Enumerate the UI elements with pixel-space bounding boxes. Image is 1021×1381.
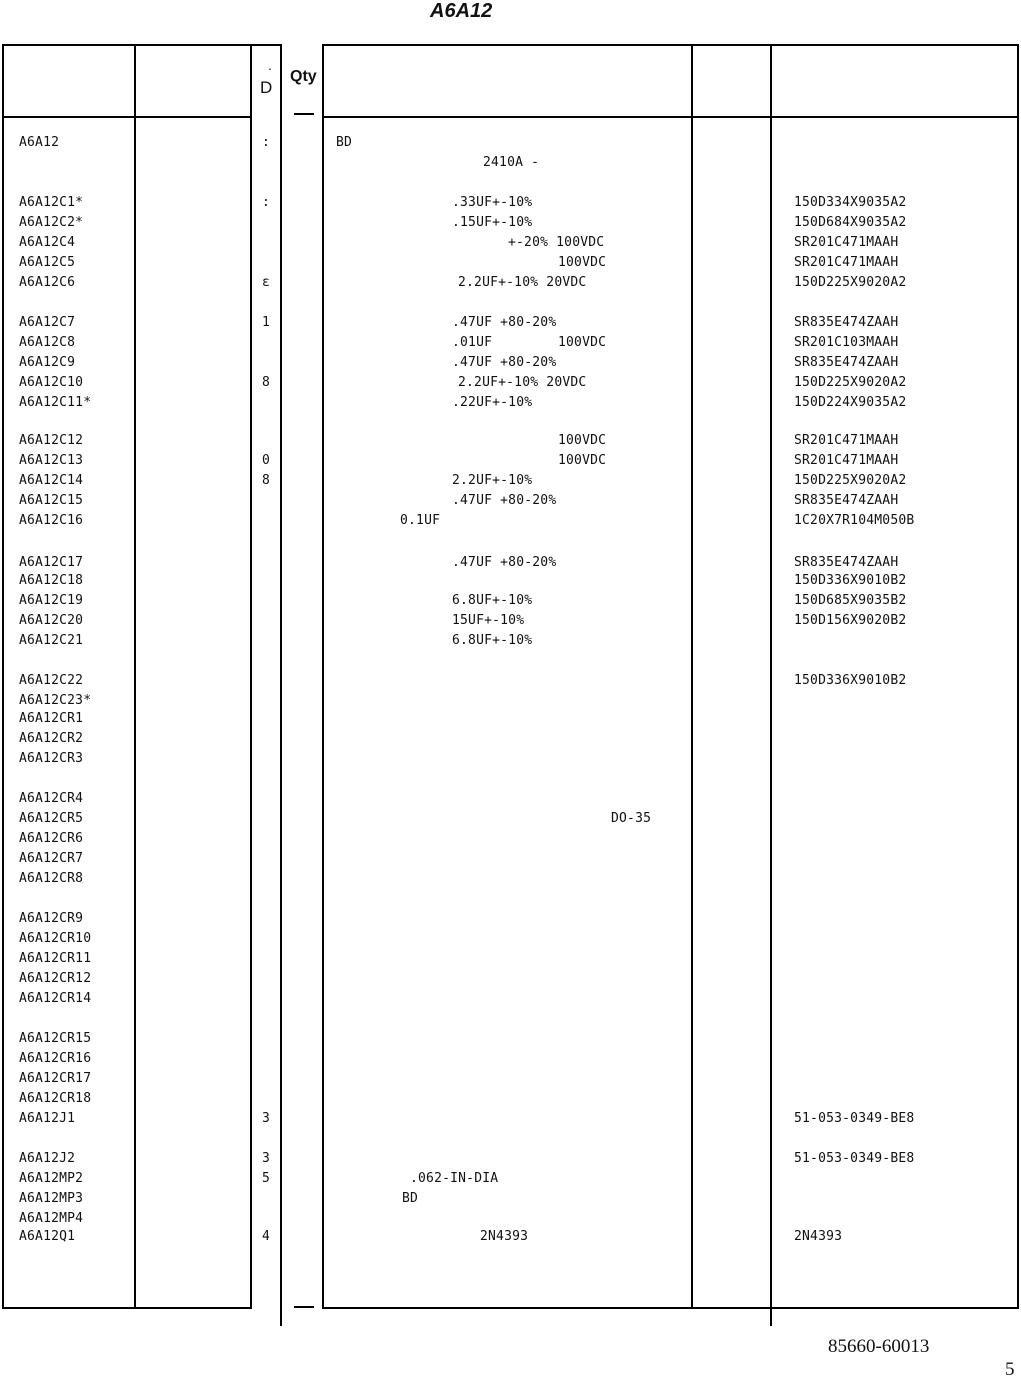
header-dot: . [267, 62, 274, 73]
mfr-part-number: SR201C471MAAH [794, 255, 899, 270]
description: .47UF +80-20% [452, 315, 557, 330]
reference-designator: A6A12C17 [19, 555, 84, 570]
mfr-part-number: 150D336X9010B2 [794, 673, 907, 688]
mfr-part-number: 150D225X9020A2 [794, 375, 907, 390]
page-title: A6A12 [430, 0, 493, 22]
reference-designator: A6A12C11* [19, 395, 92, 410]
mfr-part-number: 1C20X7R104M050B [794, 513, 915, 528]
reference-designator: A6A12J2 [19, 1151, 76, 1166]
header-bottom-border-right [323, 116, 1019, 118]
description: .47UF +80-20% [452, 493, 557, 508]
description: .47UF +80-20% [452, 355, 557, 370]
reference-designator: A6A12Q1 [19, 1229, 76, 1244]
check-digit: 5 [262, 1171, 271, 1186]
mfr-part-number: 150D225X9020A2 [794, 473, 907, 488]
mfr-part-number: SR201C103MAAH [794, 335, 899, 350]
reference-designator: A6A12C4 [19, 235, 76, 250]
description: 2.2UF+-10% 20VDC [458, 375, 587, 390]
description: 6.8UF+-10% [452, 633, 533, 648]
col-divider-2 [134, 44, 136, 1309]
reference-designator: A6A12MP3 [19, 1191, 84, 1206]
reference-designator: A6A12C9 [19, 355, 76, 370]
check-digit: 8 [262, 375, 271, 390]
mfr-part-number: 150D684X9035A2 [794, 215, 907, 230]
check-digit: 4 [262, 1229, 271, 1244]
reference-designator: A6A12C13 [19, 453, 84, 468]
description: 2410A - [483, 155, 540, 170]
reference-designator: A6A12C1* [19, 195, 84, 210]
reference-designator: A6A12C12 [19, 433, 84, 448]
reference-designator: A6A12C16 [19, 513, 84, 528]
header-bottom-border-left [2, 116, 252, 118]
reference-designator: A6A12J1 [19, 1111, 76, 1126]
col-divider-1 [2, 44, 4, 1309]
reference-designator: A6A12CR10 [19, 931, 92, 946]
description: .22UF+-10% [452, 395, 533, 410]
col-divider-4 [280, 44, 282, 1326]
reference-designator: A6A12CR7 [19, 851, 84, 866]
description: 2N4393 [480, 1229, 529, 1244]
description: .01UF [452, 335, 493, 350]
qty-header-tick [294, 113, 314, 115]
table-top-border-left [2, 44, 281, 46]
reference-designator: A6A12C23* [19, 693, 92, 708]
reference-designator: A6A12C5 [19, 255, 76, 270]
mfr-part-number: 150D224X9035A2 [794, 395, 907, 410]
reference-designator: A6A12CR6 [19, 831, 84, 846]
check-digit: 3 [262, 1151, 271, 1166]
description: +-20% 100VDC [508, 235, 605, 250]
col-divider-7 [770, 44, 772, 1326]
reference-designator: A6A12C7 [19, 315, 76, 330]
header-qty-label: Qty [290, 68, 317, 85]
table-bottom-border-left [2, 1307, 252, 1309]
table-bottom-border-right [323, 1307, 1019, 1309]
reference-designator: A6A12CR16 [19, 1051, 92, 1066]
mfr-part-number: 150D156X9020B2 [794, 613, 907, 628]
reference-designator: A6A12C19 [19, 593, 84, 608]
reference-designator: A6A12CR14 [19, 991, 92, 1006]
description: .33UF+-10% [452, 195, 533, 210]
reference-designator: A6A12MP2 [19, 1171, 84, 1186]
description: 100VDC [558, 433, 607, 448]
description: BD [402, 1191, 419, 1206]
mfr-part-number: SR835E474ZAAH [794, 555, 899, 570]
mfr-part-number: 51-053-0349-BE8 [794, 1111, 915, 1126]
description: 2.2UF+-10% 20VDC [458, 275, 587, 290]
reference-designator: A6A12CR5 [19, 811, 84, 826]
mfr-part-number: 51-053-0349-BE8 [794, 1151, 915, 1166]
mfr-part-number: 2N4393 [794, 1229, 843, 1244]
check-digit: : [262, 135, 271, 150]
check-digit: ε [262, 275, 271, 290]
reference-designator: A6A12CR9 [19, 911, 84, 926]
reference-designator: A6A12C2* [19, 215, 84, 230]
reference-designator: A6A12CR3 [19, 751, 84, 766]
description: 100VDC [558, 453, 607, 468]
reference-designator: A6A12CR12 [19, 971, 92, 986]
reference-designator: A6A12C18 [19, 573, 84, 588]
reference-designator: A6A12CR11 [19, 951, 92, 966]
mfr-part-number: SR201C471MAAH [794, 453, 899, 468]
description: 100VDC [558, 255, 607, 270]
description: .47UF +80-20% [452, 555, 557, 570]
description: BD [336, 135, 353, 150]
qty-footer-tick [294, 1306, 314, 1308]
mfr-part-number: 150D334X9035A2 [794, 195, 907, 210]
reference-designator: A6A12C15 [19, 493, 84, 508]
reference-designator: A6A12CR17 [19, 1071, 92, 1086]
description: 15UF+-10% [452, 613, 525, 628]
check-digit: : [262, 195, 271, 210]
reference-designator: A6A12CR1 [19, 711, 84, 726]
mfr-part-number: SR201C471MAAH [794, 235, 899, 250]
reference-designator: A6A12MP4 [19, 1211, 84, 1226]
reference-designator: A6A12CR8 [19, 871, 84, 886]
mfr-part-number: SR201C471MAAH [794, 433, 899, 448]
check-digit: 3 [262, 1111, 271, 1126]
reference-designator: A6A12 [19, 135, 60, 150]
reference-designator: A6A12C14 [19, 473, 84, 488]
col-divider-6 [691, 44, 693, 1309]
mfr-part-number: 150D336X9010B2 [794, 573, 907, 588]
col-divider-8 [1017, 44, 1019, 1309]
reference-designator: A6A12C20 [19, 613, 84, 628]
description-rating: 100VDC [558, 335, 607, 350]
page-number: 5 [1005, 1359, 1015, 1380]
description: .062-IN-DIA [410, 1171, 499, 1186]
check-digit: 1 [262, 315, 271, 330]
description: .15UF+-10% [452, 215, 533, 230]
description: 2.2UF+-10% [452, 473, 533, 488]
reference-designator: A6A12CR15 [19, 1031, 92, 1046]
reference-designator: A6A12CR4 [19, 791, 84, 806]
reference-designator: A6A12C22 [19, 673, 84, 688]
reference-designator: A6A12CR18 [19, 1091, 92, 1106]
description: DO-35 [611, 811, 652, 826]
header-d-label: D [260, 78, 273, 97]
document-number: 85660-60013 [828, 1336, 930, 1357]
reference-designator: A6A12C6 [19, 275, 76, 290]
col-divider-5 [322, 44, 324, 1309]
mfr-part-number: SR835E474ZAAH [794, 315, 899, 330]
description: 0.1UF [400, 513, 441, 528]
mfr-part-number: SR835E474ZAAH [794, 355, 899, 370]
mfr-part-number: SR835E474ZAAH [794, 493, 899, 508]
check-digit: 8 [262, 473, 271, 488]
reference-designator: A6A12CR2 [19, 731, 84, 746]
reference-designator: A6A12C10 [19, 375, 84, 390]
check-digit: 0 [262, 453, 271, 468]
table-top-border-right [322, 44, 1019, 46]
col-divider-3 [250, 44, 252, 1309]
mfr-part-number: 150D685X9035B2 [794, 593, 907, 608]
description: 6.8UF+-10% [452, 593, 533, 608]
mfr-part-number: 150D225X9020A2 [794, 275, 907, 290]
reference-designator: A6A12C8 [19, 335, 76, 350]
reference-designator: A6A12C21 [19, 633, 84, 648]
